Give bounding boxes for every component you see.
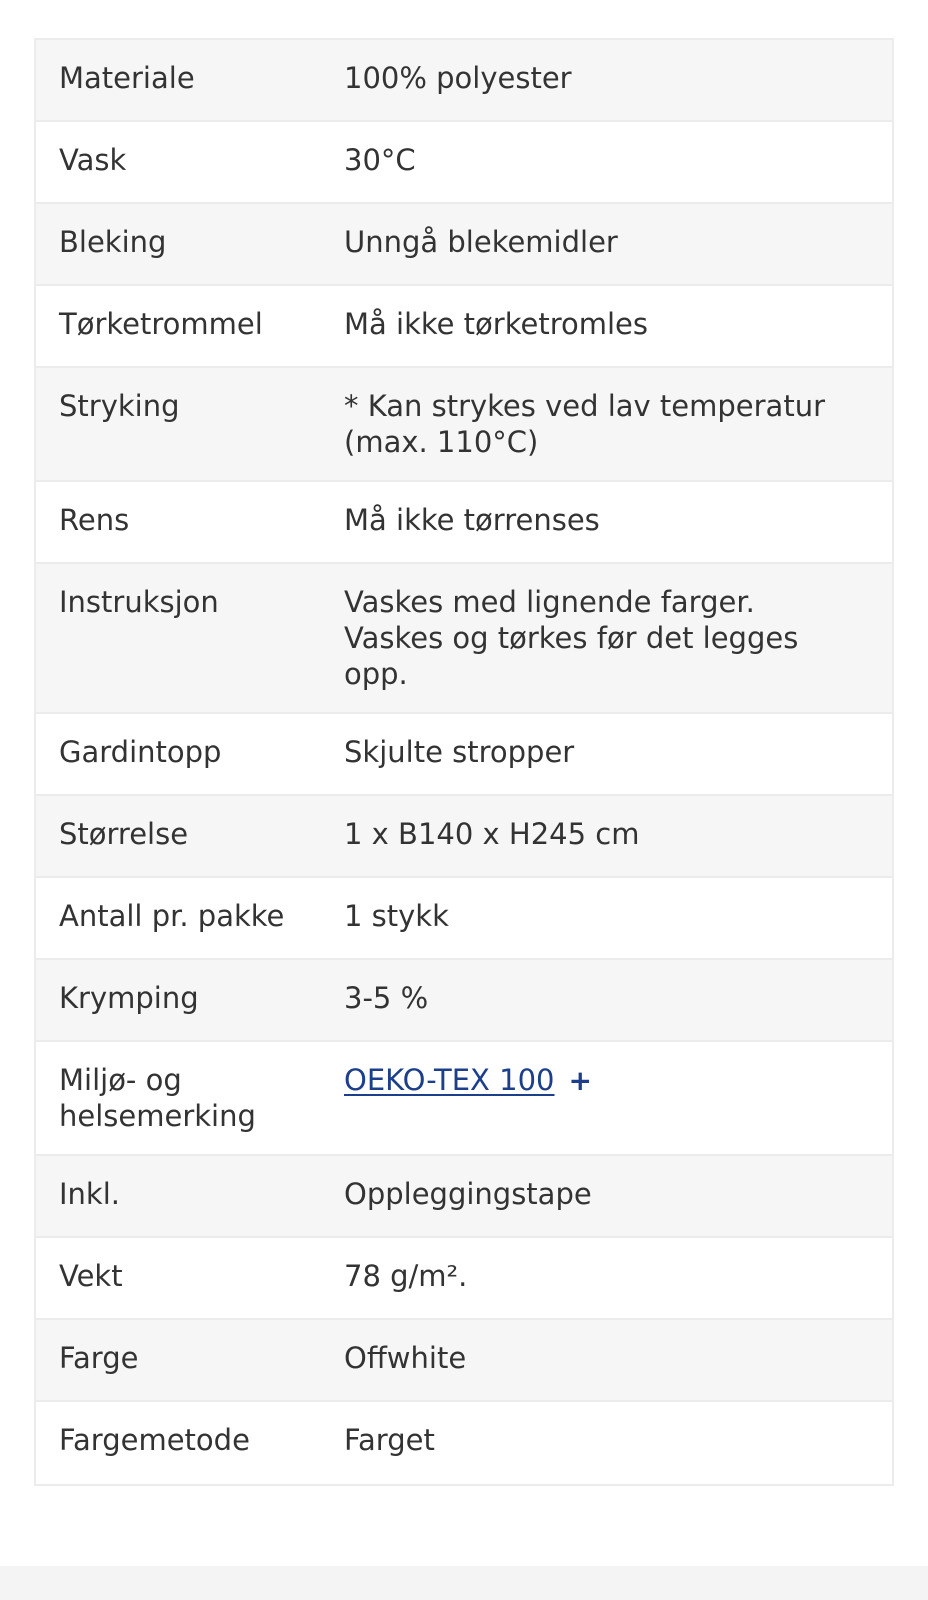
spec-key: Antall pr. pakke: [59, 899, 285, 933]
spec-row-torketrommel: [36, 286, 892, 368]
spec-value: 100% polyester: [344, 61, 572, 95]
spec-row-antall: [36, 878, 892, 960]
spec-row-inkl: [36, 1156, 892, 1238]
footer-band: [0, 1566, 928, 1600]
spec-row-rens: [36, 482, 892, 564]
spec-value: Unngå blekemidler: [344, 225, 618, 259]
spec-key: Tørketrommel: [59, 307, 263, 341]
spec-value: Må ikke tørrenses: [344, 503, 600, 537]
spec-value: Offwhite: [344, 1341, 467, 1375]
spec-row-fargemetode: [36, 1402, 892, 1484]
spec-key: Fargemetode: [59, 1423, 250, 1457]
spec-row-stryking: [36, 368, 892, 482]
spec-key: Størrelse: [59, 817, 189, 851]
spec-key: Instruksjon: [59, 585, 219, 619]
spec-row-instruksjon: [36, 564, 892, 714]
spec-key: Inkl.: [59, 1177, 121, 1211]
spec-key: Gardintopp: [59, 735, 222, 769]
spec-key: Vekt: [59, 1259, 123, 1293]
spec-row-vask: [36, 122, 892, 204]
spec-row-bleking: [36, 204, 892, 286]
spec-key: Bleking: [59, 225, 167, 259]
spec-value: 1 x B140 x H245 cm: [344, 817, 640, 851]
spec-row-farge: [36, 1320, 892, 1402]
spec-row-krymping: [36, 960, 892, 1042]
spec-value: Skjulte stropper: [344, 735, 575, 769]
spec-row-miljo: [36, 1042, 892, 1156]
spec-key: Materiale: [59, 61, 195, 95]
spec-key: Vask: [59, 143, 127, 177]
spec-value: Farget: [344, 1423, 435, 1457]
spec-value: 3-5 %: [344, 981, 429, 1015]
spec-value: 1 stykk: [344, 899, 449, 933]
spec-key: Rens: [59, 503, 130, 537]
oeko-tex-link[interactable]: OEKO-TEX 100: [344, 1063, 555, 1097]
spec-value: * Kan strykes ved lav temperatur (max. 110°C): [344, 389, 826, 459]
spec-value: Oppleggingstape: [344, 1177, 592, 1211]
spec-value: 30°C: [344, 143, 416, 177]
spec-row-vekt: [36, 1238, 892, 1320]
spec-key: Farge: [59, 1341, 139, 1375]
spec-value: 78 g/m².: [344, 1259, 468, 1293]
spec-value: Må ikke tørketromles: [344, 307, 648, 341]
spec-key: Miljø- og helsemerking: [59, 1063, 256, 1133]
spec-table: [34, 38, 894, 1486]
spec-row-gardintopp: [36, 714, 892, 796]
spec-row-materiale: [36, 40, 892, 122]
spec-row-storrelse: [36, 796, 892, 878]
spec-key: Stryking: [59, 389, 180, 423]
spec-key: Krymping: [59, 981, 199, 1015]
spec-value: Vaskes med lignende farger. Vaskes og tørkes før det legges opp.: [344, 585, 799, 691]
spec-value: [344, 1062, 892, 1134]
plus-icon[interactable]: +: [568, 1064, 592, 1097]
